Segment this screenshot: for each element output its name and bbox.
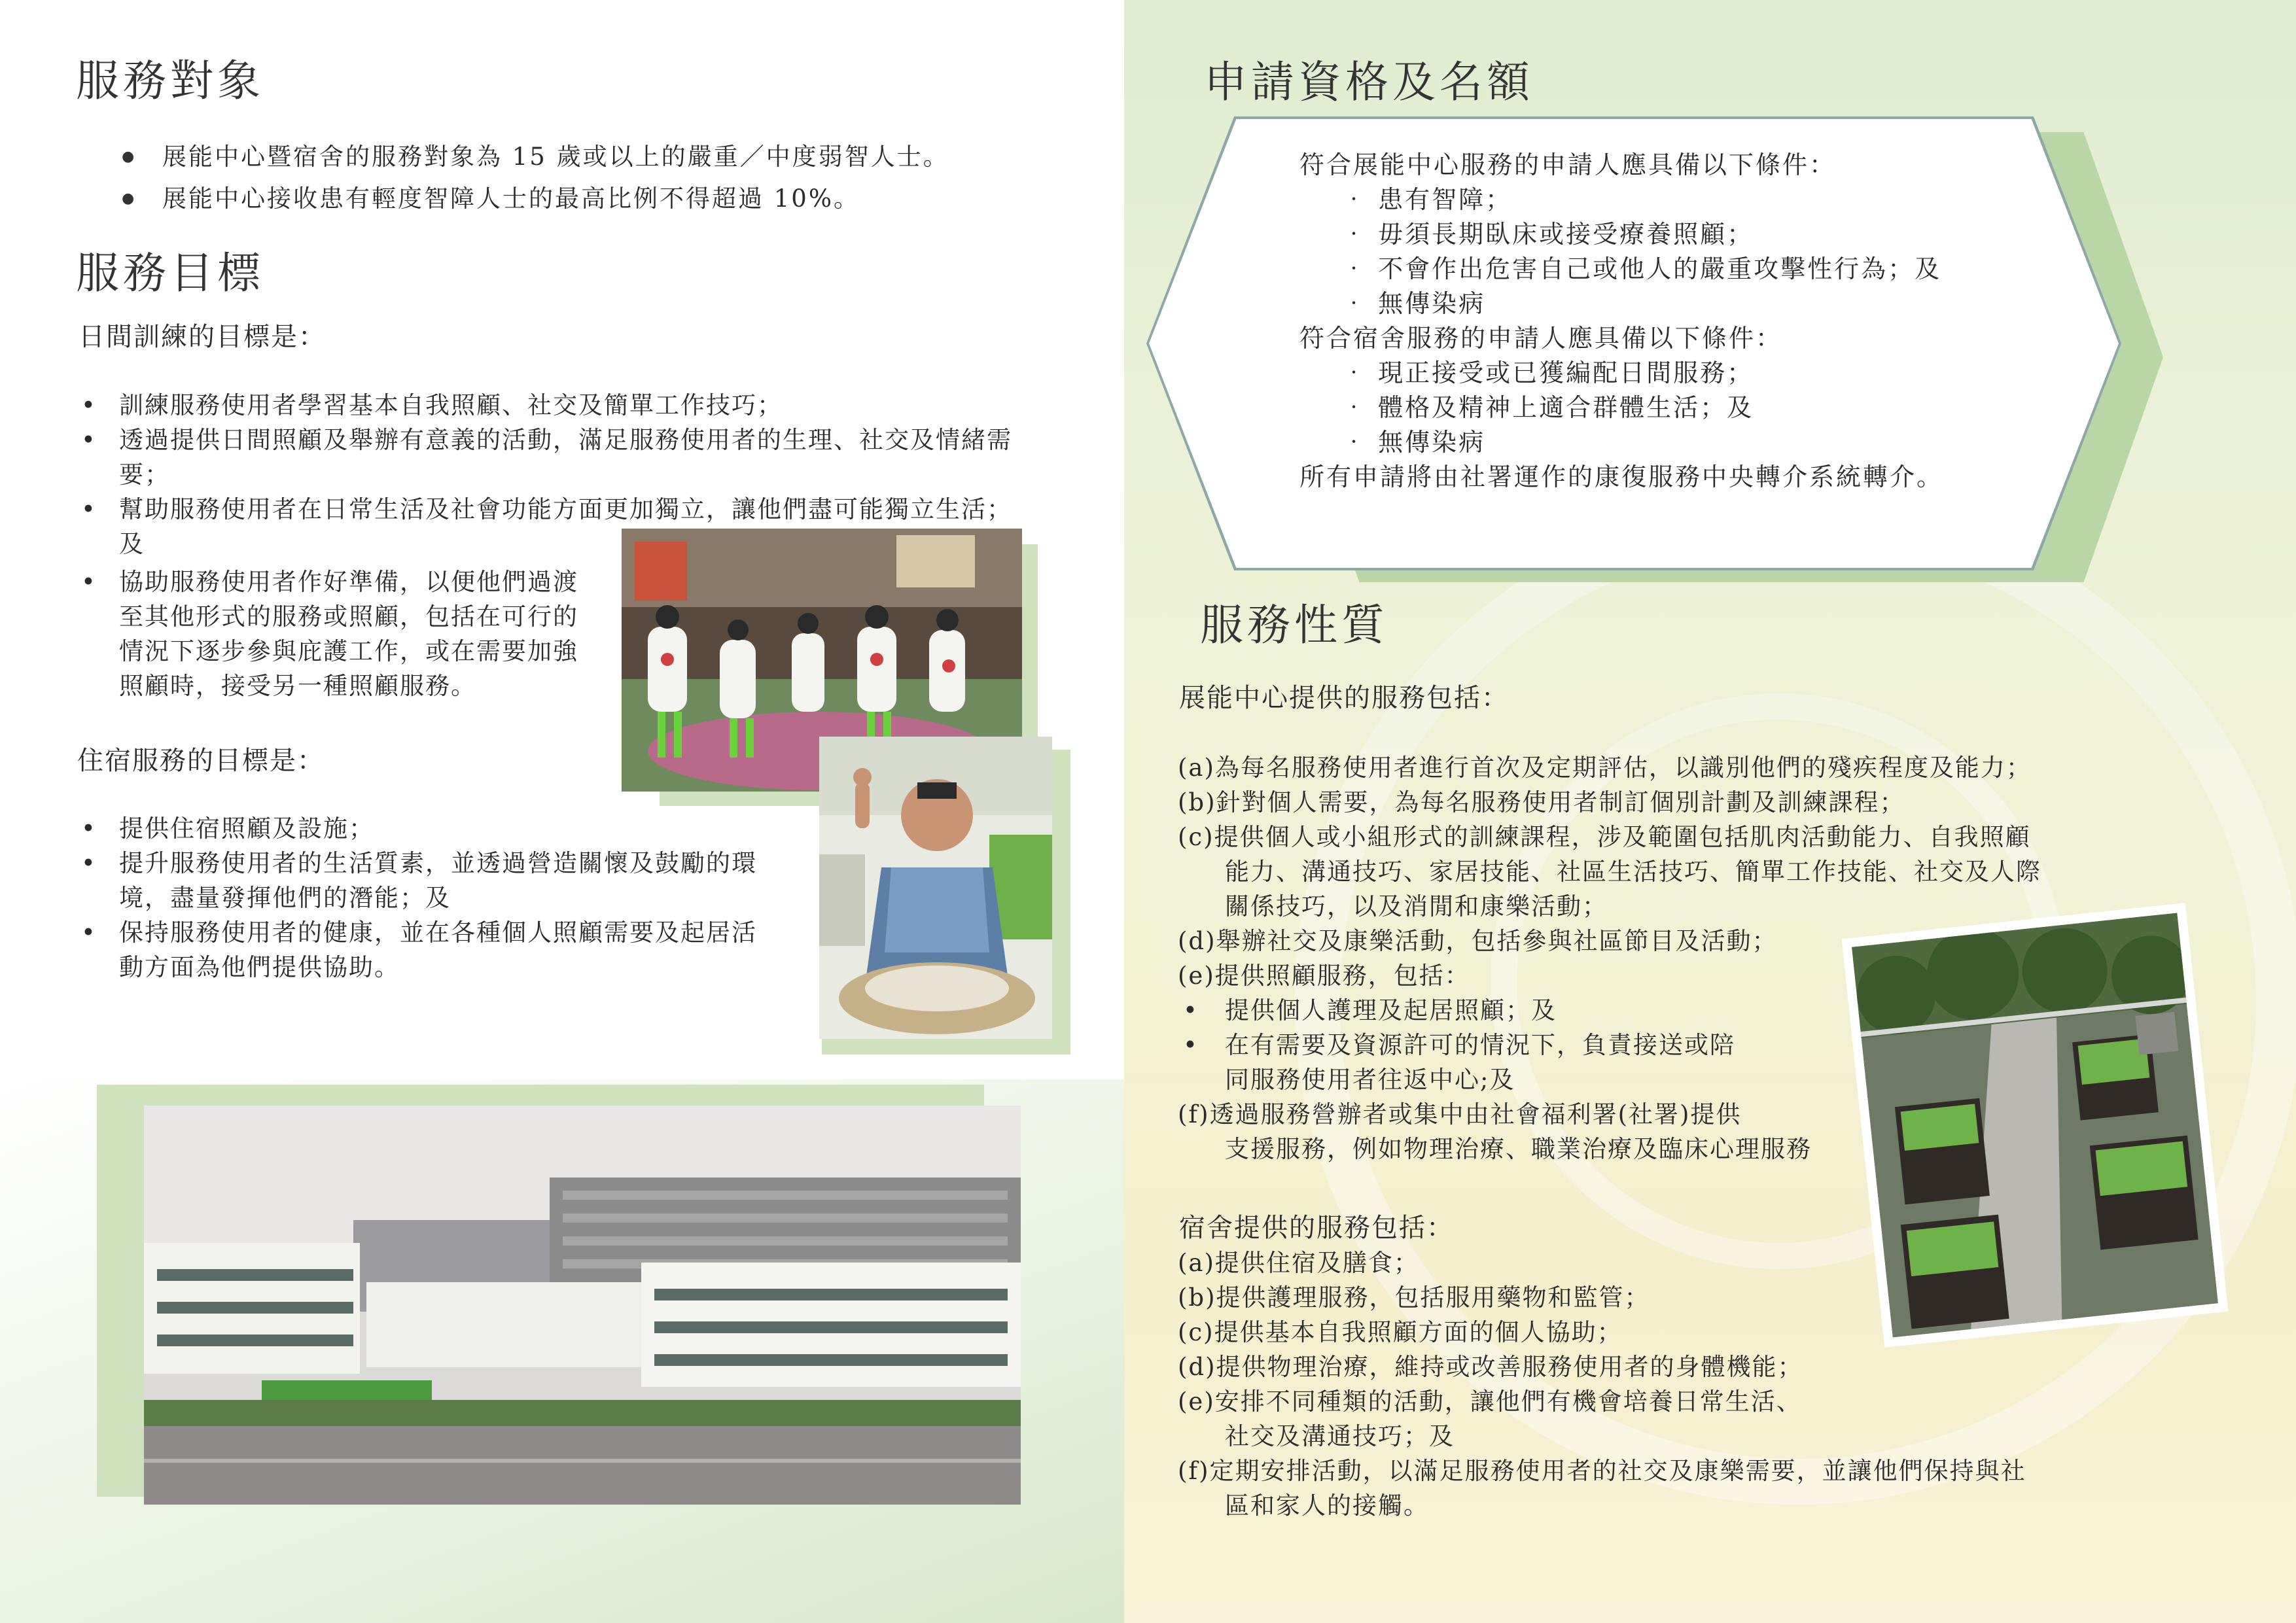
eligibility-text: [1299, 148, 2098, 495]
list-item: • 提升服務使用者的生活質素，並透過營造關懷及鼓勵的環境，盡量發揮他們的潛能；及: [79, 846, 779, 915]
list-item: ● 展能中心暨宿舍的服務對象為 15 歲或以上的嚴重／中度弱智人士。: [122, 136, 1103, 178]
list-item: ‧ 患有智障；: [1341, 185, 1513, 214]
list-item: • 幫助服務使用者在日常生活及社會功能方面更加獨立，讓他們盡可能獨立生活；及: [79, 492, 1027, 561]
service-nature-title: 服務性質: [1200, 600, 1388, 650]
list-item: • 協助服務使用者作好準備，以便他們過渡至其他形式的服務或照顧，包括在可行的情況下逐步參與庇護工作，或在需要加強照顧時，接受另一種照顧服務。: [79, 565, 602, 703]
list-item: (f)定期安排活動，以滿足服務使用者的社交及康樂需要，並讓他們保持與社: [1178, 1457, 2026, 1485]
list-item: • 透過提供日間照顧及舉辦有意義的活動，滿足服務使用者的生理、社交及情緒需要；: [79, 423, 1027, 492]
rooftop-garden-photo: [1852, 913, 2218, 1338]
list-item: (e)提供照顧服務，包括：: [1178, 962, 1470, 990]
photo-frame: [97, 1085, 144, 1497]
list-item: (b)提供護理服務，包括服用藥物和監管；: [1178, 1283, 1650, 1312]
list-item: ‧ 無傳染病: [1341, 428, 1486, 457]
residential-goals-list: [79, 811, 779, 985]
list-item: • 提供個人護理及起居照顧；及: [1178, 993, 2146, 1028]
list-item: • 訓練服務使用者學習基本自我照顧、社交及簡單工作技巧；: [79, 388, 1027, 423]
eligibility-title: 申請資格及名額: [1204, 57, 1534, 107]
list-item: (a)提供住宿及膳食；: [1178, 1249, 1419, 1277]
list-item: (c)提供基本自我照顧方面的個人協助；: [1178, 1318, 1623, 1346]
list-item: ● 展能中心接收患有輕度智障人士的最高比例不得超過 10%。: [122, 178, 1103, 220]
list-item: (a)為每名服務使用者進行首次及定期評估，以識別他們的殘疾程度及能力；: [1178, 754, 2032, 782]
list-item: (c)提供個人或小組形式的訓練課程，涉及範圍包括肌肉活動能力、自我照顧: [1178, 823, 2031, 851]
residential-goals-intro: 住宿服務的目標是：: [77, 746, 325, 776]
list-item-continued: 能力、溝通技巧、家居技能、社區生活技巧、簡單工作技能、社交及人際: [1225, 858, 2041, 886]
list-item-continued: 社交及溝通技巧；及: [1225, 1422, 1455, 1450]
list-item: ‧ 不會作出危害自己或他人的嚴重攻擊性行為；及: [1341, 254, 1942, 283]
day-goals-list-continued: [79, 565, 602, 703]
day-goals-intro: 日間訓練的目標是：: [79, 322, 326, 352]
list-item: (d)提供物理治療，維持或改善服務使用者的身體機能；: [1178, 1353, 1803, 1381]
day-eligibility-intro: 符合展能中心服務的申請人應具備以下條件：: [1299, 150, 1837, 179]
list-item: • 保持服務使用者的健康，並在各種個人照顧需要及起居活動方面為他們提供協助。: [79, 915, 779, 985]
list-item: ‧ 體格及精神上適合群體生活；及: [1341, 393, 1754, 422]
list-item-continued: 同服務使用者往返中心;及: [1225, 1066, 1515, 1094]
list-item: (e)安排不同種類的活動，讓他們有機會培養日常生活、: [1178, 1387, 1802, 1416]
list-item: ‧ 現正接受或已獲編配日間服務；: [1341, 358, 1754, 387]
list-item: (f)透過服務營辦者或集中由社會福利署(社署)提供: [1178, 1100, 1742, 1128]
residential-eligibility-intro: 符合宿舍服務的申請人應具備以下條件：: [1299, 324, 1783, 353]
referral-note: 所有申請將由社署運作的康復服務中央轉介系統轉介。: [1299, 462, 1944, 491]
photo-frame: [97, 1085, 984, 1106]
list-item: (b)針對個人需要，為每名服務使用者制訂個別計劃及訓練課程；: [1178, 788, 1905, 816]
list-item: • 在有需要及資源許可的情況下，負責接送或陪: [1178, 1028, 2146, 1062]
list-item: • 提供住宿照顧及設施；: [79, 811, 779, 846]
list-item: (d)舉辦社交及康樂活動，包括參與社區節目及活動；: [1178, 927, 1778, 955]
list-item: ‧ 無傳染病: [1341, 289, 1486, 318]
service-targets-list: [122, 136, 1103, 220]
list-item-continued: 支援服務，例如物理治療、職業治療及臨床心理服務: [1225, 1135, 1812, 1163]
center-services-intro: 展能中心提供的服務包括：: [1179, 683, 1509, 713]
service-goals-title: 服務目標: [76, 248, 264, 298]
pottery-photo: [819, 737, 1052, 1039]
list-item: ‧ 毋須長期臥床或接受療養照顧；: [1341, 220, 1754, 249]
service-targets-title: 服務對象: [76, 56, 264, 106]
list-item-continued: 關係技巧，以及消閒和康樂活動；: [1225, 892, 1608, 920]
hostel-services-intro: 宿舍提供的服務包括：: [1179, 1213, 1454, 1243]
list-item-continued: 區和家人的接觸。: [1225, 1492, 1429, 1520]
left-page: [0, 0, 1124, 1623]
building-photo: [144, 1106, 1021, 1505]
